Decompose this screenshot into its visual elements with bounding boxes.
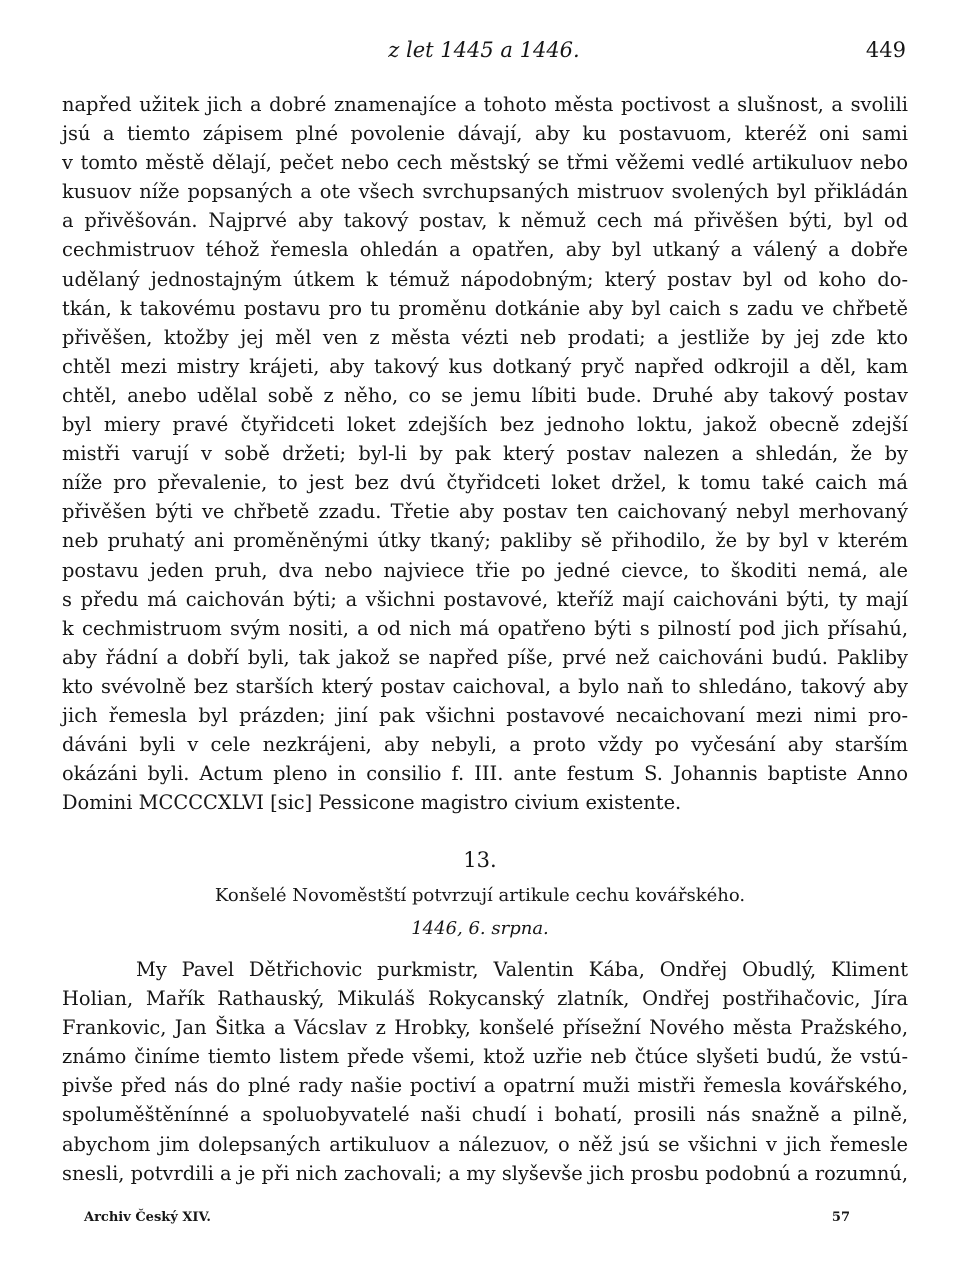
text-line: neb pruhatý ani proměněnými útky tkaný; pakliby sě přihodilo, že by byl v kterém xyxy=(62,529,908,553)
text-line: přivěšen, ktožby jej měl ven z města vézti neb prodati; a jestliže by jej zde kto xyxy=(62,325,908,349)
text-line: chtěl, anebo udělal sobě z něho, co se jemu líbiti bude. Druhé aby takový postav xyxy=(62,383,908,407)
text-line: k cechmistruom svým nositi, a od nich má opatřeno býti s pilností pod jich přísahú, xyxy=(62,616,908,640)
page-footer xyxy=(84,1210,850,1230)
charter-text xyxy=(62,955,908,1188)
text-line: spoluměštěnínné a spoluobyvatelé naši chudí i bohatí, prosili nás snažně a pilně, xyxy=(62,1103,908,1127)
text-line: cechmistruov téhož řemesla ohledán a opatřen, aby byl utkaný a válený a dobře xyxy=(62,238,908,262)
text-line: Holian, Mařík Rathauský, Mikuláš Rokycanský zlatník, Ondřej postřihačovic, Jíra xyxy=(62,987,908,1011)
text-line: My Pavel Dětřichovic purkmistr, Valentin Kába, Ondřej Obudlý, Kliment xyxy=(136,958,908,981)
text-line: níže pro převalenie, to jest bez dvú čtyřidceti loket držel, k tomu také caich má xyxy=(62,471,908,495)
text-line: abychom jim dolepsaných artikuluov a nálezuov, o něž jsú se všichni v jich řemesle xyxy=(62,1132,908,1156)
text-line: s předu má caichován býti; a všichni postavové, kteříž mají caichováni býti, ty mají xyxy=(62,587,908,611)
text-line: tkán, k takovému postavu pro tu proměnu dotkánie aby byl caich s zadu ve chřbetě xyxy=(62,296,908,320)
text-line: kto svévolně bez starších který postav caichoval, a bylo naň to shledáno, takový aby xyxy=(62,674,908,698)
text-line: jsú a tiemto zápisem plné povolenie dávají, aby ku postavuom, kteréž oni sami xyxy=(62,122,908,146)
text-line: napřed užitek jich a dobré znamenajíce a tohoto města poctivost a slušnost, a svolili xyxy=(62,93,908,116)
text-line: chtěl mezi mistry krájeti, aby takový kus dotkaný pryč napřed odkrojil a děl, kam xyxy=(62,354,908,378)
text-line: jich řemesla byl prázden; jiní pak všichni postavové necaichovaní mezi nimi pro- xyxy=(62,703,908,727)
text-line: přivěšen býti ve chřbetě zzadu. Třetie aby postav ten caichovaný nebyl merhovaný xyxy=(62,500,908,524)
document-heading: Konšelé Novoměstští potvrzují artikule cechu kovářského. xyxy=(214,885,746,906)
text-line: mistři varují v sobě držeti; byl-li by pak který postav nalezen a shledán, že by xyxy=(62,442,908,466)
text-line: a přivěšován. Najprvé aby takový postav, k němuž cech má přivěšen býti, byl od xyxy=(62,209,908,233)
document-date: 1446, 6. srpna. xyxy=(411,918,549,939)
text-line: Frankovic, Jan Šitka a Vácslav z Hrobky, konšelé přísežní Nového města Pražského, xyxy=(62,1016,908,1040)
text-line: dáváni byli v cele nezkrájeni, aby nebyli, a proto vždy po vyčesání aby starším xyxy=(62,733,908,757)
page-number: 449 xyxy=(865,38,906,62)
text-line: udělaný jednostajným útkem k témuž nápodobným; který postav byl od koho do- xyxy=(62,267,908,291)
running-title: z let 1445 a 1446. xyxy=(388,38,580,62)
document-number: 13. xyxy=(463,848,497,872)
signature-mark: Archiv Český XIV. xyxy=(84,1210,211,1225)
text-line: snesli, potvrdili a je při nich zachovali; a my slyševše jich prosbu podobnú a rozumnú, xyxy=(62,1161,908,1185)
body-text xyxy=(62,90,908,817)
running-head xyxy=(62,36,906,66)
text-line: známo činíme tiemto listem přede všemi, ktož uzřie neb čtúce slyšeti budú, že vstú- xyxy=(62,1045,908,1069)
text-line: postavu jeden pruh, dva nebo najviece třie po jedné cievce, to škoditi nemá, ale xyxy=(62,558,908,582)
text-line: byl miery pravé čtyřidceti loket zdejších bez jednoho loktu, jakož obecně zdejší xyxy=(62,413,908,437)
text-line: Domini MCCCCXLVI [sic] Pessicone magistro civium existente. xyxy=(62,791,682,815)
text-line: okázáni byli. Actum pleno in consilio f. III. ante festum S. Johannis baptiste Anno xyxy=(62,762,908,786)
text-line: kusuov níže popsaných a ote všech svrchupsaných mistruov svolených byl přikládán xyxy=(62,180,908,204)
text-line: v tomto městě dělají, pečet nebo cech městský se třmi věžemi vedlé artikuluov nebo xyxy=(62,151,908,175)
text-line: aby řádní a dobří byli, tak jakož se napřed píše, prvé než caichováni budú. Pakliby xyxy=(62,645,908,669)
sheet-number: 57 xyxy=(831,1210,850,1225)
text-line: pivše před nás do plné rady našie poctiví a opatrní muži mistři řemesla kovářského, xyxy=(62,1074,908,1098)
